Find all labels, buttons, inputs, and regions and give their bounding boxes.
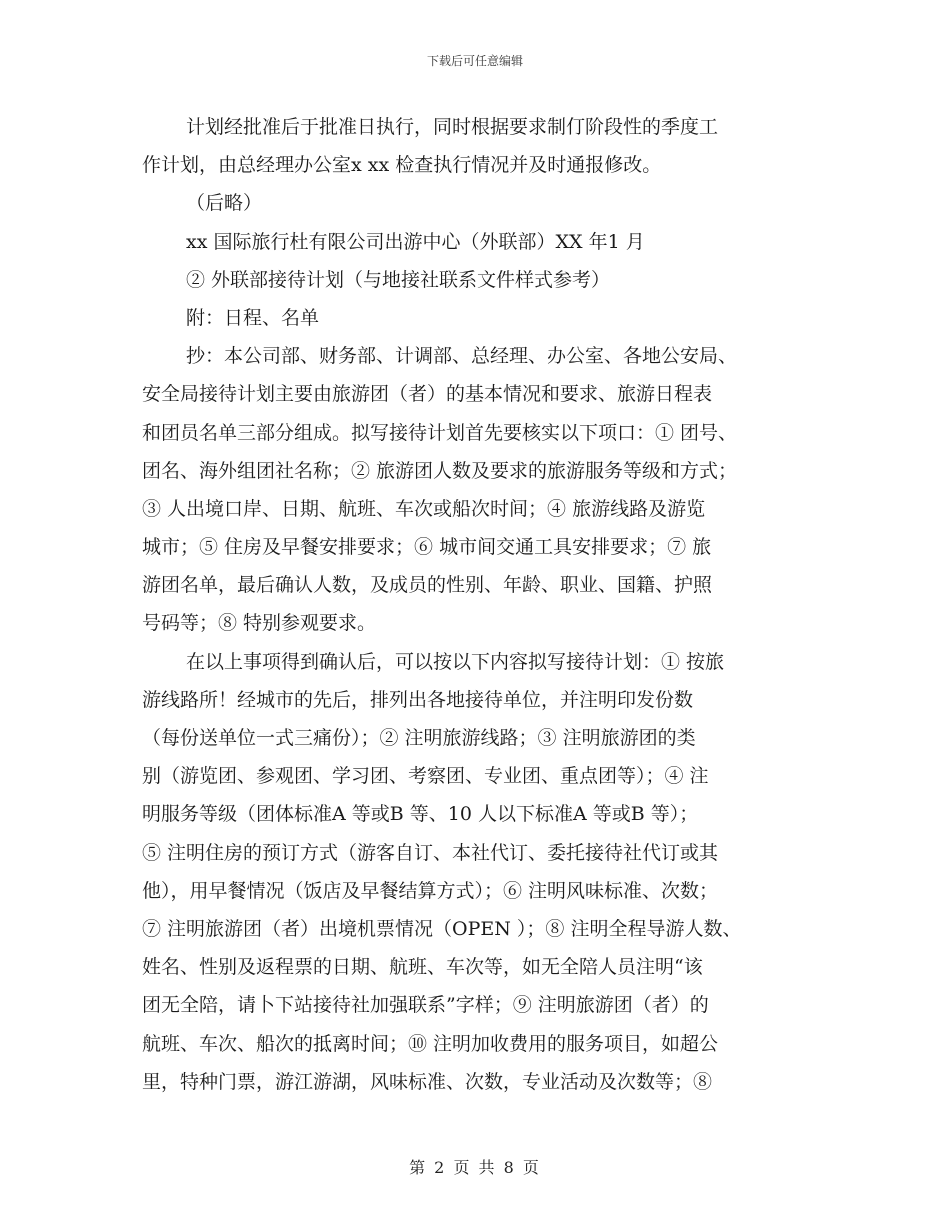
text-line: xx 国际旅行杜有限公司出游中心（外联部）XX 年1 月 [186, 230, 645, 253]
text-line: 明服务等级（团体标准A 等或B 等、10 人以下标准A 等或B 等）； [142, 803, 699, 826]
text-line: 里，特种门票，游江游湖，风味标准、次数，专业活动及次数等；⑧ [142, 1070, 713, 1093]
page-number-footer: 第 2 页 共 8 页 [409, 1158, 541, 1177]
text-line: 团名、海外组团社名称；② 旅游团人数及要求的旅游服务等级和方式； [142, 459, 738, 482]
text-line: （每份送单位一式三痛份）；② 注明旅游线路；③ 注明旅游团的类 [142, 727, 696, 749]
text-line: （后略） [186, 192, 263, 215]
page-header-note: 下载后可任意编辑 [426, 54, 523, 68]
text-line: 城市；⑤ 住房及早餐安排要求；⑥ 城市间交通工具安排要求；⑦ 旅 [142, 536, 712, 559]
text-line: 作计划，由总经理办公室x xx 检查执行情况并及时通报修改。 [142, 154, 662, 177]
text-line: 团无全陪，请卜下站接待社加强联系”字样；⑨ 注明旅游团（者）的 [142, 994, 709, 1017]
text-line: 别（游览团、参观团、学习团、考察团、专业团、重点团等）；④ 注 [142, 765, 709, 788]
text-line: 航班、车次、船次的抵离时间；⑩ 注明加收费用的服务项目，如超公 [142, 1032, 719, 1055]
text-line: ② 外联部接待计划（与地接社联系文件样式参考） [186, 268, 611, 291]
text-line: 号码等；⑧ 特别参观要求。 [142, 612, 377, 635]
text-line: ③ 人出境口岸、日期、航班、车次或船次时间；④ 旅游线路及游览 [142, 497, 706, 520]
text-line: 游线路所！经城市的先后，排列出各地接待单位，并注明印发份数 [142, 688, 694, 711]
text-line: 计划经批准后于批准日执行，同时根据要求制仃阶段性的季度工 [186, 116, 719, 138]
text-line: 和团员名单三部分组成。拟写接待计划首先要核实以下项口：① 团号、 [142, 421, 738, 444]
text-line: 在以上事项得到确认后，可以按以下内容拟写接待计划：① 按旅 [186, 650, 725, 673]
document-body [142, 108, 822, 1101]
text-line: 抄：本公司部、财务部、计调部、总经理、办公室、各地公安局、 [186, 345, 738, 368]
text-line: 安全局接待计划主要由旅游团（者）的基本情况和要求、旅游日程表 [142, 383, 713, 406]
text-line: 姓名、性别及返程票的日期、航班、车次等，如无全陪人员注明“该 [142, 956, 703, 979]
text-line: 他），用早餐情况（饭店及早餐结算方式）；⑥ 注明风味标准、次数； [142, 879, 719, 902]
text-line: 附：日程、名单 [186, 306, 320, 329]
text-line: 游团名单，最后确认人数，及成员的性别、年龄、职业、国籍、护照 [142, 574, 713, 597]
text-line: ⑤ 注明住房的预订方式（游客自订、本社代订、委托接待社代订或其 [142, 841, 719, 864]
text-line: ⑦ 注明旅游团（者）出境机票情况（OPEN ）；⑧ 注明全程导游人数、 [142, 917, 742, 940]
